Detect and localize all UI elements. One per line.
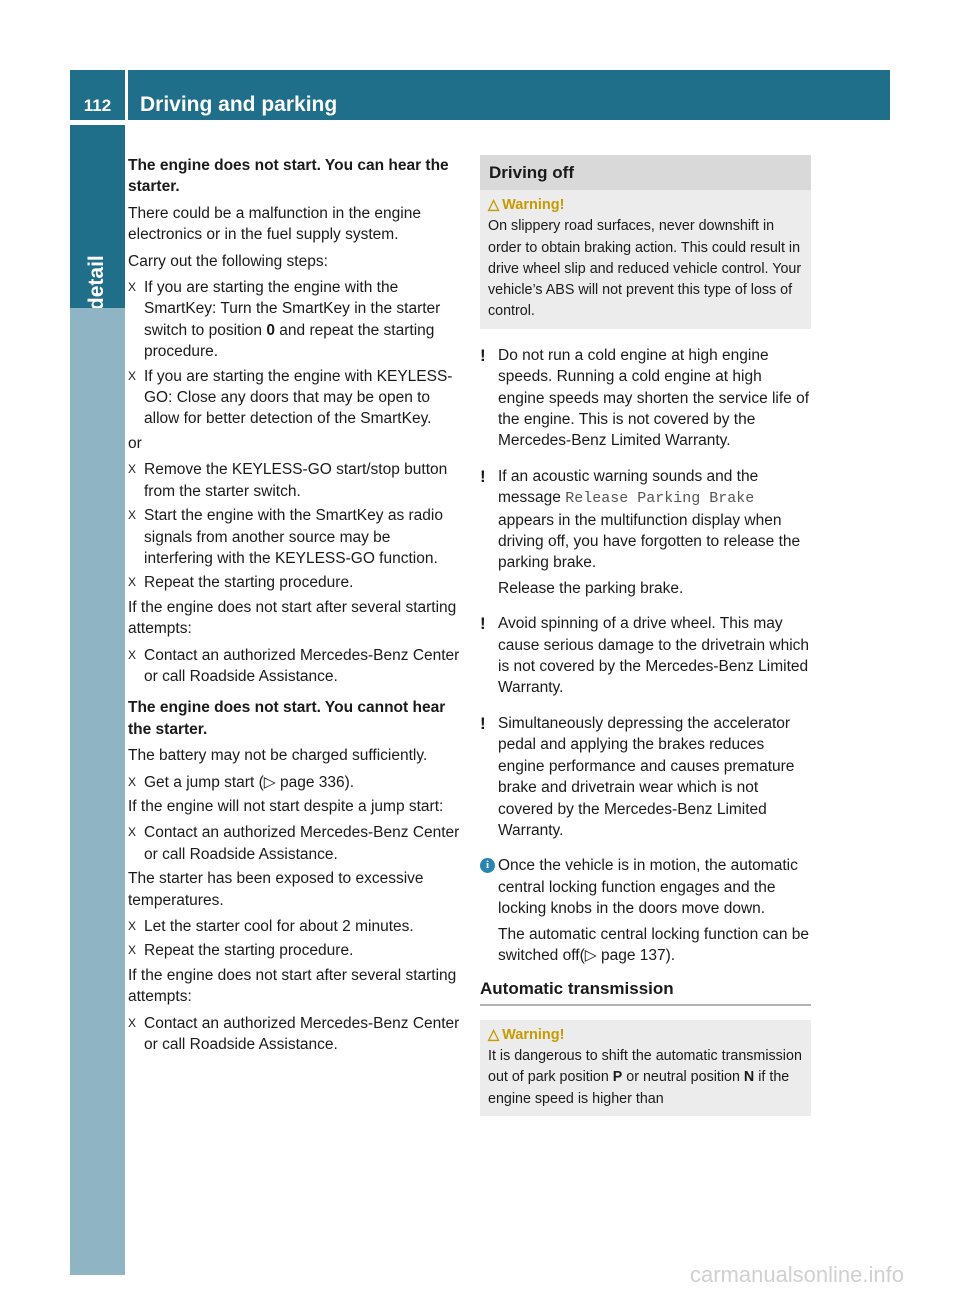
paragraph: There could be a malfunction in the engine electronics or in the fuel supply system. [128,204,421,244]
step-arrow-icon: X [128,647,137,662]
section-heading: Driving off [480,155,811,190]
step-arrow-icon: X [128,508,137,523]
step: X Repeat the starting procedure. [128,942,354,960]
paragraph: If the engine does not start after several starting attempts: [128,598,457,638]
step: X Let the starter cool for about 2 minutes. [128,918,414,935]
subheading: The engine does not start. You cannot hear the starter. [128,699,446,738]
warning-triangle-icon: △ [488,1026,500,1043]
exclamation-icon: ! [480,614,486,634]
warning-text: It is dangerous to shift the automatic transmission out of park position P or neutral position N if the engine speed is higher than [488,1048,802,1107]
display-message: Release Parking Brake [565,490,755,508]
page-header [70,70,890,120]
caution-note: ! Simultaneously depressing the accelerator pedal and applying the brakes reduces engine performance and causes premature brake and drivetrain wear which is not covered by the Mercedes-Benz Limited Warranty. [480,713,795,839]
step: X Start the engine with the SmartKey as radio signals from another source may be interfering with the KEYLESS-GO function. [128,507,443,567]
warning-box: △ Warning! On slippery road surfaces, never downshift in order to obtain braking action. This could result in drive wheel slip and reduced vehicle control. Your vehicle’s ABS will not prevent this type of loss of control. [480,190,811,329]
step: X Repeat the starting procedure. [128,574,354,592]
caution-note: ! Avoid spinning of a drive wheel. This may cause serious damage to the drivetrain which is not covered by the Mercedes-Benz Limited Warranty. [480,614,810,697]
paragraph: Carry out the following steps: [128,252,328,270]
step-arrow-icon: X [128,919,137,933]
exclamation-icon: ! [480,345,486,365]
step: X Contact an authorized Mercedes-Benz Center or call Roadside Assistance. [128,646,460,685]
left-column [128,155,463,1058]
step-arrow-icon: X [128,280,137,295]
step-arrow-icon: X [128,943,137,958]
warning-text: On slippery road surfaces, never downshift in order to obtain braking action. This could result in drive wheel slip and reduced vehicle control. Your vehicle’s ABS will not prevent this type of loss of control. [488,218,802,320]
paragraph: If the engine will not start despite a jump start: [128,797,444,815]
paragraph: The automatic central locking function can be switched off(▷ page 137). [498,925,810,964]
info-icon: i [480,858,495,873]
watermark-url: carmanualsonline.info [689,1262,904,1287]
paragraph: Release the parking brake. [498,579,684,597]
subheading: The engine does not start. You can hear the starter. [128,157,449,196]
info-note: i Once the vehicle is in motion, the automatic central locking function engages and the locking knobs in the doors move down. [480,855,811,919]
page-number: 112 [70,70,125,120]
step-arrow-icon: X [128,825,137,840]
step: X Get a jump start (▷ page 336). [128,773,355,791]
section-subheading: Automatic transmission [480,978,811,1005]
caution-note: ! Do not run a cold engine at high engine speeds. Running a cold engine at high engine speeds may shorten the service life of the engine. This is not covered by the Mercedes-Benz Limited Warranty. [480,345,810,450]
step-arrow-icon: X [128,774,137,789]
step-arrow-icon: X [128,368,137,383]
warning-triangle-icon: △ [488,197,500,213]
step-arrow-icon: X [128,1015,137,1030]
right-column [480,155,811,1132]
warning-box: △ Warning! It is dangerous to shift the automatic transmission out of park position P or neutral position N if the engine speed is higher than [480,1020,811,1116]
chapter-title: Driving and parking [128,70,890,120]
exclamation-icon: ! [480,713,486,733]
step: X Remove the KEYLESS-GO start/stop button from the starter switch. [128,461,448,500]
step: X If you are starting the engine with the SmartKey: Turn the SmartKey in the starter switch to position 0 and repeat the starting procedure. [128,279,441,361]
side-tab-lower [70,308,125,1275]
step: X If you are starting the engine with KEYLESS-GO: Close any doors that may be open to allow for better detection of the SmartKey. [128,367,453,428]
exclamation-icon: ! [480,466,486,486]
paragraph: or [128,434,142,452]
paragraph: The starter has been exposed to excessive temperatures. [128,870,424,909]
paragraph: If the engine does not start after several starting attempts: [128,966,457,1006]
paragraph: The battery may not be charged sufficiently. [128,747,428,765]
step-arrow-icon: X [128,462,137,477]
step: X Contact an authorized Mercedes-Benz Center or call Roadside Assistance. [128,1014,460,1054]
step: X Contact an authorized Mercedes-Benz Center or call Roadside Assistance. [128,824,460,863]
step-arrow-icon: X [128,575,137,590]
caution-note: ! If an acoustic warning sounds and the message Release Parking Brake appears in the multifunction display when driving off, you have forgotten to release the parking brake. [480,466,801,572]
